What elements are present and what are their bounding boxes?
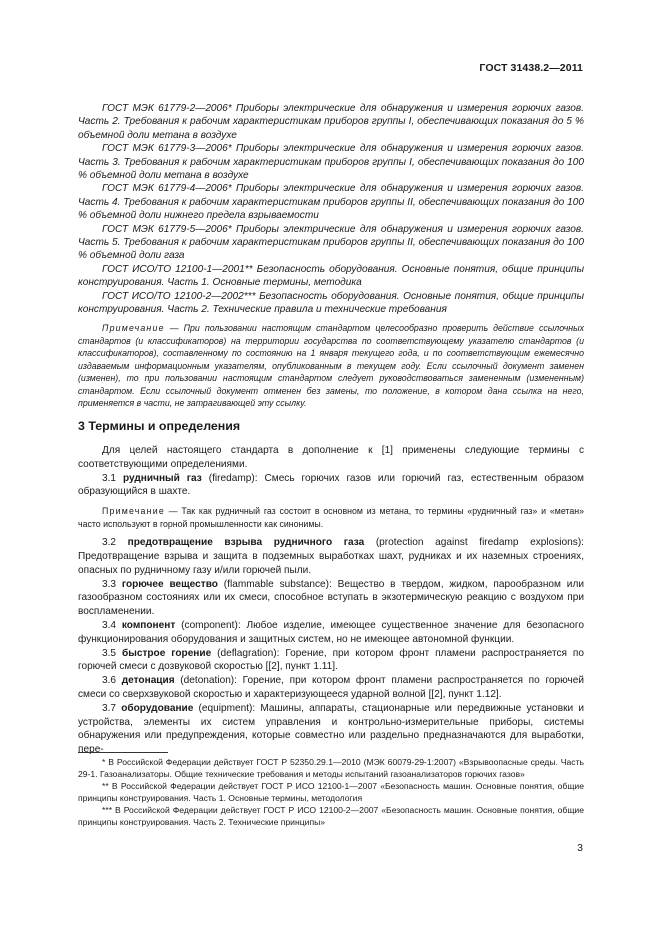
- footnote: ** В Российской Федерации действует ГОСТ Р ИСО 12100-1—2007 «Безопасность машин. Основные понятия, общие принципы конструирования. Часть 1. Основные термины, методология: [78, 781, 584, 803]
- term: горючее вещество: [121, 578, 218, 590]
- normative-references: [78, 102, 584, 317]
- footnote-divider: [78, 752, 168, 753]
- reference-item: ГОСТ МЭК 61779-4—2006* Приборы электрические для обнаружения и измерения горючих газов. Часть 4. Требования к рабочим характеристикам приборов группы II, обеспечивающих показания до 100 % объемной доли нижнего предела взрываемости: [78, 183, 584, 222]
- reference-item: ГОСТ МЭК 61779-2—2006* Приборы электрические для обнаружения и измерения горючих газов. Часть 2. Требования к рабочим характеристикам приборов группы I, обеспечивающих показания до 5 % объемной доли метана в воздухе: [78, 103, 584, 141]
- note-text: — Так как рудничный газ состоит в основном из метана, то термины «рудничный газ» и «метан» часто используют в горной промышленности как синонимы.: [78, 506, 584, 529]
- term-3-2: 3.2 предотвращение взрыва рудничного газа (protection against firedamp explosions): Предотвращение взрыва и защита в подземных выработках шахт, рудниках и их наземных строениях, опасных по рудничному газу и/или горючей пыли.: [78, 537, 584, 576]
- term: оборудование: [121, 702, 194, 714]
- term: компонент: [121, 619, 176, 631]
- term-3-5: 3.5 быстрое горение (deflagration): Горение, при котором фронт пламени распространяется по горючей смеси с дозвуковой скоростью [[2], пункт 1.11].: [78, 647, 584, 673]
- term: детонация: [121, 675, 175, 687]
- definition: (flammable substance): Вещество в твердом, жидком, парообразном или газообразном состояниях или их смеси, способное вступать в экзотермическую реакцию с воздухом при воспламенении.: [78, 578, 584, 618]
- term-3-1: 3.1 рудничный газ (firedamp): Смесь горючих газов или горючий газ, естественным образом образующийся в шахте.: [78, 472, 585, 498]
- section-title: 3 Термины и определения: [78, 419, 241, 433]
- term: рудничный газ: [122, 472, 202, 484]
- definitions: [78, 444, 584, 757]
- footnote: * В Российской Федерации действует ГОСТ Р 52350.29.1—2010 (МЭК 60079-29-1:2007) «Взрывоопасные среды. Часть 29-1. Газоанализаторы. Общие технические требования и методы испытаний газоанализаторов горючих газов»: [78, 757, 584, 779]
- definition: (detonation): Горение, при котором фронт пламени распространяется по горючей смеси со сверхзвуковой скоростью и характеризующееся ударной волной [[2], пункт 1.12].: [78, 675, 584, 700]
- term-3-7: 3.7 оборудование (equipment): Машины, аппараты, стационарные или передвижные установки и устройства, элементы их систем управления и контрольно-измерительные приборы, системы обнаружения или предупреждения, которые совместно или раздельно предназначаются для выработки, пере-: [78, 702, 584, 756]
- note-text: — При пользовании настоящим стандартом целесообразно проверить действие ссылочных стандартов (и классификаторов) на территории государства по соответствующему указателю стандартов (и классификаторов), составленному по состоянию на 1 января текущего года, и по соответствующим ежемесячно издаваемым информационным указателям, опубликованным в текущем году. Если ссылочный документ заменен (изменен), то при пользовании настоящим стандартом следует руководствоваться замененным (измененным) стандартом. Если ссылочный документ отменен без замены, то положение, в котором дана ссылка на него, применяется в части, не затрагивающей эту ссылку.: [78, 323, 584, 408]
- page-number: 3: [577, 842, 583, 854]
- reference-item: ГОСТ ИСО/ТО 12100-2—2002*** Безопасность оборудования. Основные понятия, общие принципы конструирования. Часть 2. Технические правила и технические требования: [78, 290, 584, 316]
- note-label: Примечание: [102, 506, 165, 517]
- term-3-3: 3.3 горючее вещество (flammable substance): Вещество в твердом, жидком, парообразном или газообразном состояниях или их смеси, способное вступать в экзотермическую реакцию с воздухом при воспламенении.: [78, 578, 584, 618]
- standard-header: ГОСТ 31438.2—2011: [479, 62, 583, 74]
- note-label: Примечание: [102, 323, 165, 333]
- reference-item: ГОСТ МЭК 61779-3—2006* Приборы электрические для обнаружения и измерения горючих газов. Часть 3. Требования к рабочим характеристикам приборов группы I, обеспечивающих показания до 100 % объемной доли метана в воздухе: [78, 143, 584, 182]
- term: предотвращение взрыва рудничного газа: [127, 537, 365, 549]
- definition: (firedamp): Смесь горючих газов или горючий газ, естественным образом образующийся в шахте.: [78, 472, 585, 498]
- definition: (protection against firedamp explosions): Предотвращение взрыва и защита в подземных выработках шахт, рудниках и их наземных строениях, опасных по рудничному газу и/или горючей пыли.: [78, 537, 584, 576]
- definition: (component): Любое изделие, имеющее существенное значение для безопасного функционирования оборудования и защитных систем, но не имеющее автономной функции.: [78, 619, 584, 645]
- term-3-6: 3.6 детонация (detonation): Горение, при котором фронт пламени распространяется по горючей смеси со сверхзвуковой скоростью и характеризующееся ударной волной [[2], пункт 1.12].: [78, 675, 584, 700]
- definition: (deflagration): Горение, при котором фронт пламени распространяется по горючей смеси с дозвуковой скоростью [[2], пункт 1.11].: [78, 647, 584, 673]
- term-3-4: 3.4 компонент (component): Любое изделие, имеющее существенное значение для безопасного функционирования оборудования и защитных систем, но не имеющее автономной функции.: [78, 619, 584, 645]
- reference-item: ГОСТ ИСО/ТО 12100-1—2001** Безопасность оборудования. Основные понятия, общие принципы конструирования. Часть 1. Основные термины, методика: [78, 263, 584, 289]
- footnotes: [78, 757, 584, 830]
- reference-item: ГОСТ МЭК 61779-5—2006* Приборы электрические для обнаружения и измерения горючих газов. Часть 5. Требования к рабочим характеристикам приборов группы II, обеспечивающих показания до 100 % объемной доли газа: [78, 223, 584, 262]
- reference-note: [78, 322, 584, 410]
- section-intro: Для целей настоящего стандарта в дополнение к [1] применены следующие термины с соответствующими определениями.: [78, 445, 584, 470]
- footnote: *** В Российской Федерации действует ГОСТ Р ИСО 12100-2—2007 «Безопасность машин. Основные понятия, общие принципы конструирования. Часть 2. Технические принципы»: [78, 805, 584, 827]
- term-note: [78, 505, 584, 530]
- definition: (equipment): Машины, аппараты, стационарные или передвижные установки и устройства, элементы их систем управления и контрольно-измерительные приборы, системы обнаружения или предупреждения, которые совместно или раздельно предназначаются для выработки, пере-: [78, 702, 584, 756]
- term: быстрое горение: [121, 647, 212, 659]
